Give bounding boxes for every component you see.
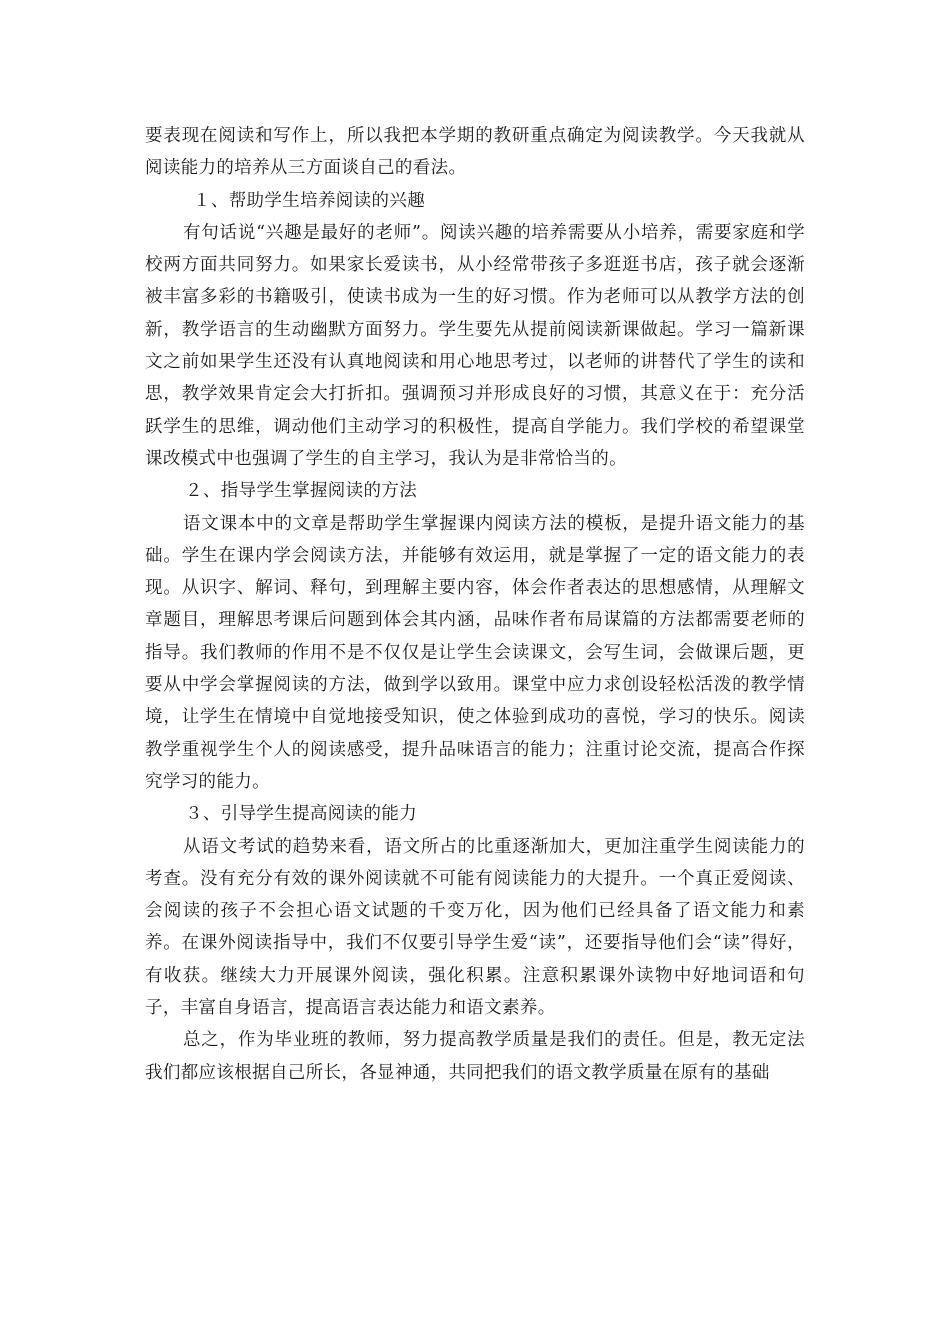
document-page [145, 120, 805, 1089]
section-1-paragraph: 有句话说“兴趣是最好的老师”。阅读兴趣的培养需要从小培养，需要家庭和学校两方面共同努力。如果家长爱读书，从小经常带孩子多逛逛书店，孩子就会逐渐被丰富多彩的书籍吸引，使读书成为一生的好习惯。作为老师可以从教学方法的创新，教学语言的生动幽默方面努力。学生要先从提前阅读新课做起。学习一篇新课文之前如果学生还没有认真地阅读和用心地思考过，以老师的讲替代了学生的读和思，教学效果肯定会大打折扣。强调预习并形成良好的习惯，其意义在于：充分活跃学生的思维，调动他们主动学习的积极性，提高自学能力。我们学校的希望课堂课改模式中也强调了学生的自主学习，我认为是非常恰当的。 [145, 222, 805, 469]
intro-paragraph: 要表现在阅读和写作上，所以我把本学期的教研重点确定为阅读教学。今天我就从阅读能力的培养从三方面谈自己的看法。 [145, 126, 805, 179]
conclusion-paragraph: 总之，作为毕业班的教师，努力提高教学质量是我们的责任。但是，教无定法我们都应该根据自己所长，各显神通，共同把我们的语文教学质量在原有的基础 [145, 1030, 805, 1083]
section-heading-3: ３、引导学生提高阅读的能力 [185, 804, 418, 825]
section-heading-2: ２、指导学生掌握阅读的方法 [185, 481, 418, 502]
section-3-paragraph: 从语文考试的趋势来看，语文所占的比重逐渐加大，更加注重学生阅读能力的考查。没有充分有效的课外阅读就不可能有阅读能力的大提升。一个真正爱阅读、会阅读的孩子不会担心语文试题的千变万化，因为他们已经具备了语文能力和素养。在课外阅读指导中，我们不仅要引导学生爱“读”，还要指导他们会“读”得好，有收获。继续大力开展课外阅读，强化积累。注意积累课外读物中好地词语和句子，丰富自身语言，提高语言表达能力和语文素养。 [145, 836, 805, 1019]
section-heading-1: １、帮助学生培养阅读的兴趣 [193, 190, 426, 211]
section-2-paragraph: 语文课本中的文章是帮助学生掌握课内阅读方法的模板，是提升语文能力的基础。学生在课内学会阅读方法，并能够有效运用，就是掌握了一定的语文能力的表现。从识字、解词、释句，到理解主要内容，体会作者表达的思想感情，从理解文章题目，理解思考课后问题到体会其内涵，品味作者布局谋篇的方法都需要老师的指导。我们教师的作用不是不仅仅是让学生会读课文，会写生词，会做课后题，更要从中学会掌握阅读的方法，做到学以致用。课堂中应力求创设轻松活泼的教学情境，让学生在情境中自觉地接受知识，使之体验到成功的喜悦，学习的快乐。阅读教学重视学生个人的阅读感受，提升品味语言的能力；注重讨论交流，提高合作探究学习的能力。 [145, 513, 805, 792]
